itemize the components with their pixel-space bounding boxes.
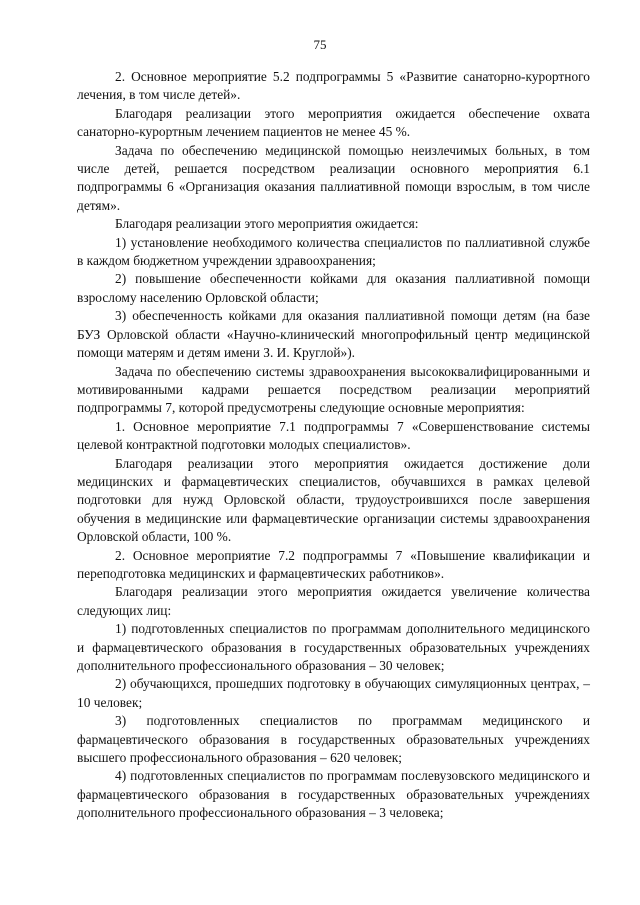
list-item: 2. Основное мероприятие 7.2 подпрограммы 7 «Повышение квалификации и переподготовка медицинских и фармацевтических работников». xyxy=(77,547,590,581)
page-number: 75 xyxy=(313,37,327,52)
list-item: 1. Основное мероприятие 7.1 подпрограммы 7 «Совершенствование системы целевой контрактной подготовки молодых специалистов». xyxy=(77,418,590,453)
paragraph: Благодаря реализации этого мероприятия ожидается: xyxy=(115,216,419,232)
list-item: 1) установление необходимого количества специалистов по паллиативной службе в каждом бюджетном учреждении здравоохранения; xyxy=(77,234,590,269)
list-item: 1) подготовленных специалистов по программам дополнительного медицинского и фармацевтического образования в государственных образовательных учреждениях дополнительного профессионального образования – 30 человек; xyxy=(77,621,590,673)
paragraph: Благодаря реализации этого мероприятия ожидается увеличение количества следующих лиц: xyxy=(77,584,590,618)
list-item: 2) обучающихся, прошедших подготовку в обучающих симуляционных центрах, – 10 человек; xyxy=(77,676,590,710)
paragraph: Благодаря реализации этого мероприятия ожидается обеспечение охвата санаторно-курортным лечением пациентов не менее 45 %. xyxy=(77,105,590,140)
list-item: 2) повышение обеспеченности койками для оказания паллиативной помощи взрослому населению Орловской области; xyxy=(77,271,590,305)
paragraph: Задача по обеспечению медицинской помощью неизлечимых больных, в том числе детей, решается посредством реализации основного мероприятия 6.1 подпрограммы 6 «Организация оказания паллиативной помощи взрослым, в том числе детям». xyxy=(77,142,590,213)
list-item: 3) подготовленных специалистов по программам медицинского и фармацевтического образования в государственных образовательных учреждениях высшего профессионального образования – 620 человек; xyxy=(77,713,590,766)
paragraph: Благодаря реализации этого мероприятия ожидается достижение доли медицинских и фармацевтических специалистов, обучавшихся в рамках целевой подготовки для нужд Орловской области, трудоустроившихся после завершения обучения в медицинские или фармацевтические организации системы здравоохранения Орловской области, 100 %. xyxy=(77,455,590,545)
paragraph: 2. Основное мероприятие 5.2 подпрограммы 5 «Развитие санаторно-курортного лечения, в том числе детей». xyxy=(77,69,590,103)
list-item: 3) обеспеченность койками для оказания паллиативной помощи детям (на базе БУЗ Орловской области «Научно-клинический многопрофильный центр медицинской помощи матерям и детям имени З. И. Круглой»). xyxy=(77,308,590,361)
document-body xyxy=(77,68,590,823)
paragraph: Задача по обеспечению системы здравоохранения высококвалифицированными и мотивированными кадрами решается посредством реализации мероприятий подпрограммы 7, которой предусмотрены следующие основные мероприятия: xyxy=(77,363,590,416)
list-item: 4) подготовленных специалистов по программам послевузовского медицинского и фармацевтического образования в государственных образовательных учреждениях дополнительного профессионального образования – 3 человека; xyxy=(77,768,590,821)
